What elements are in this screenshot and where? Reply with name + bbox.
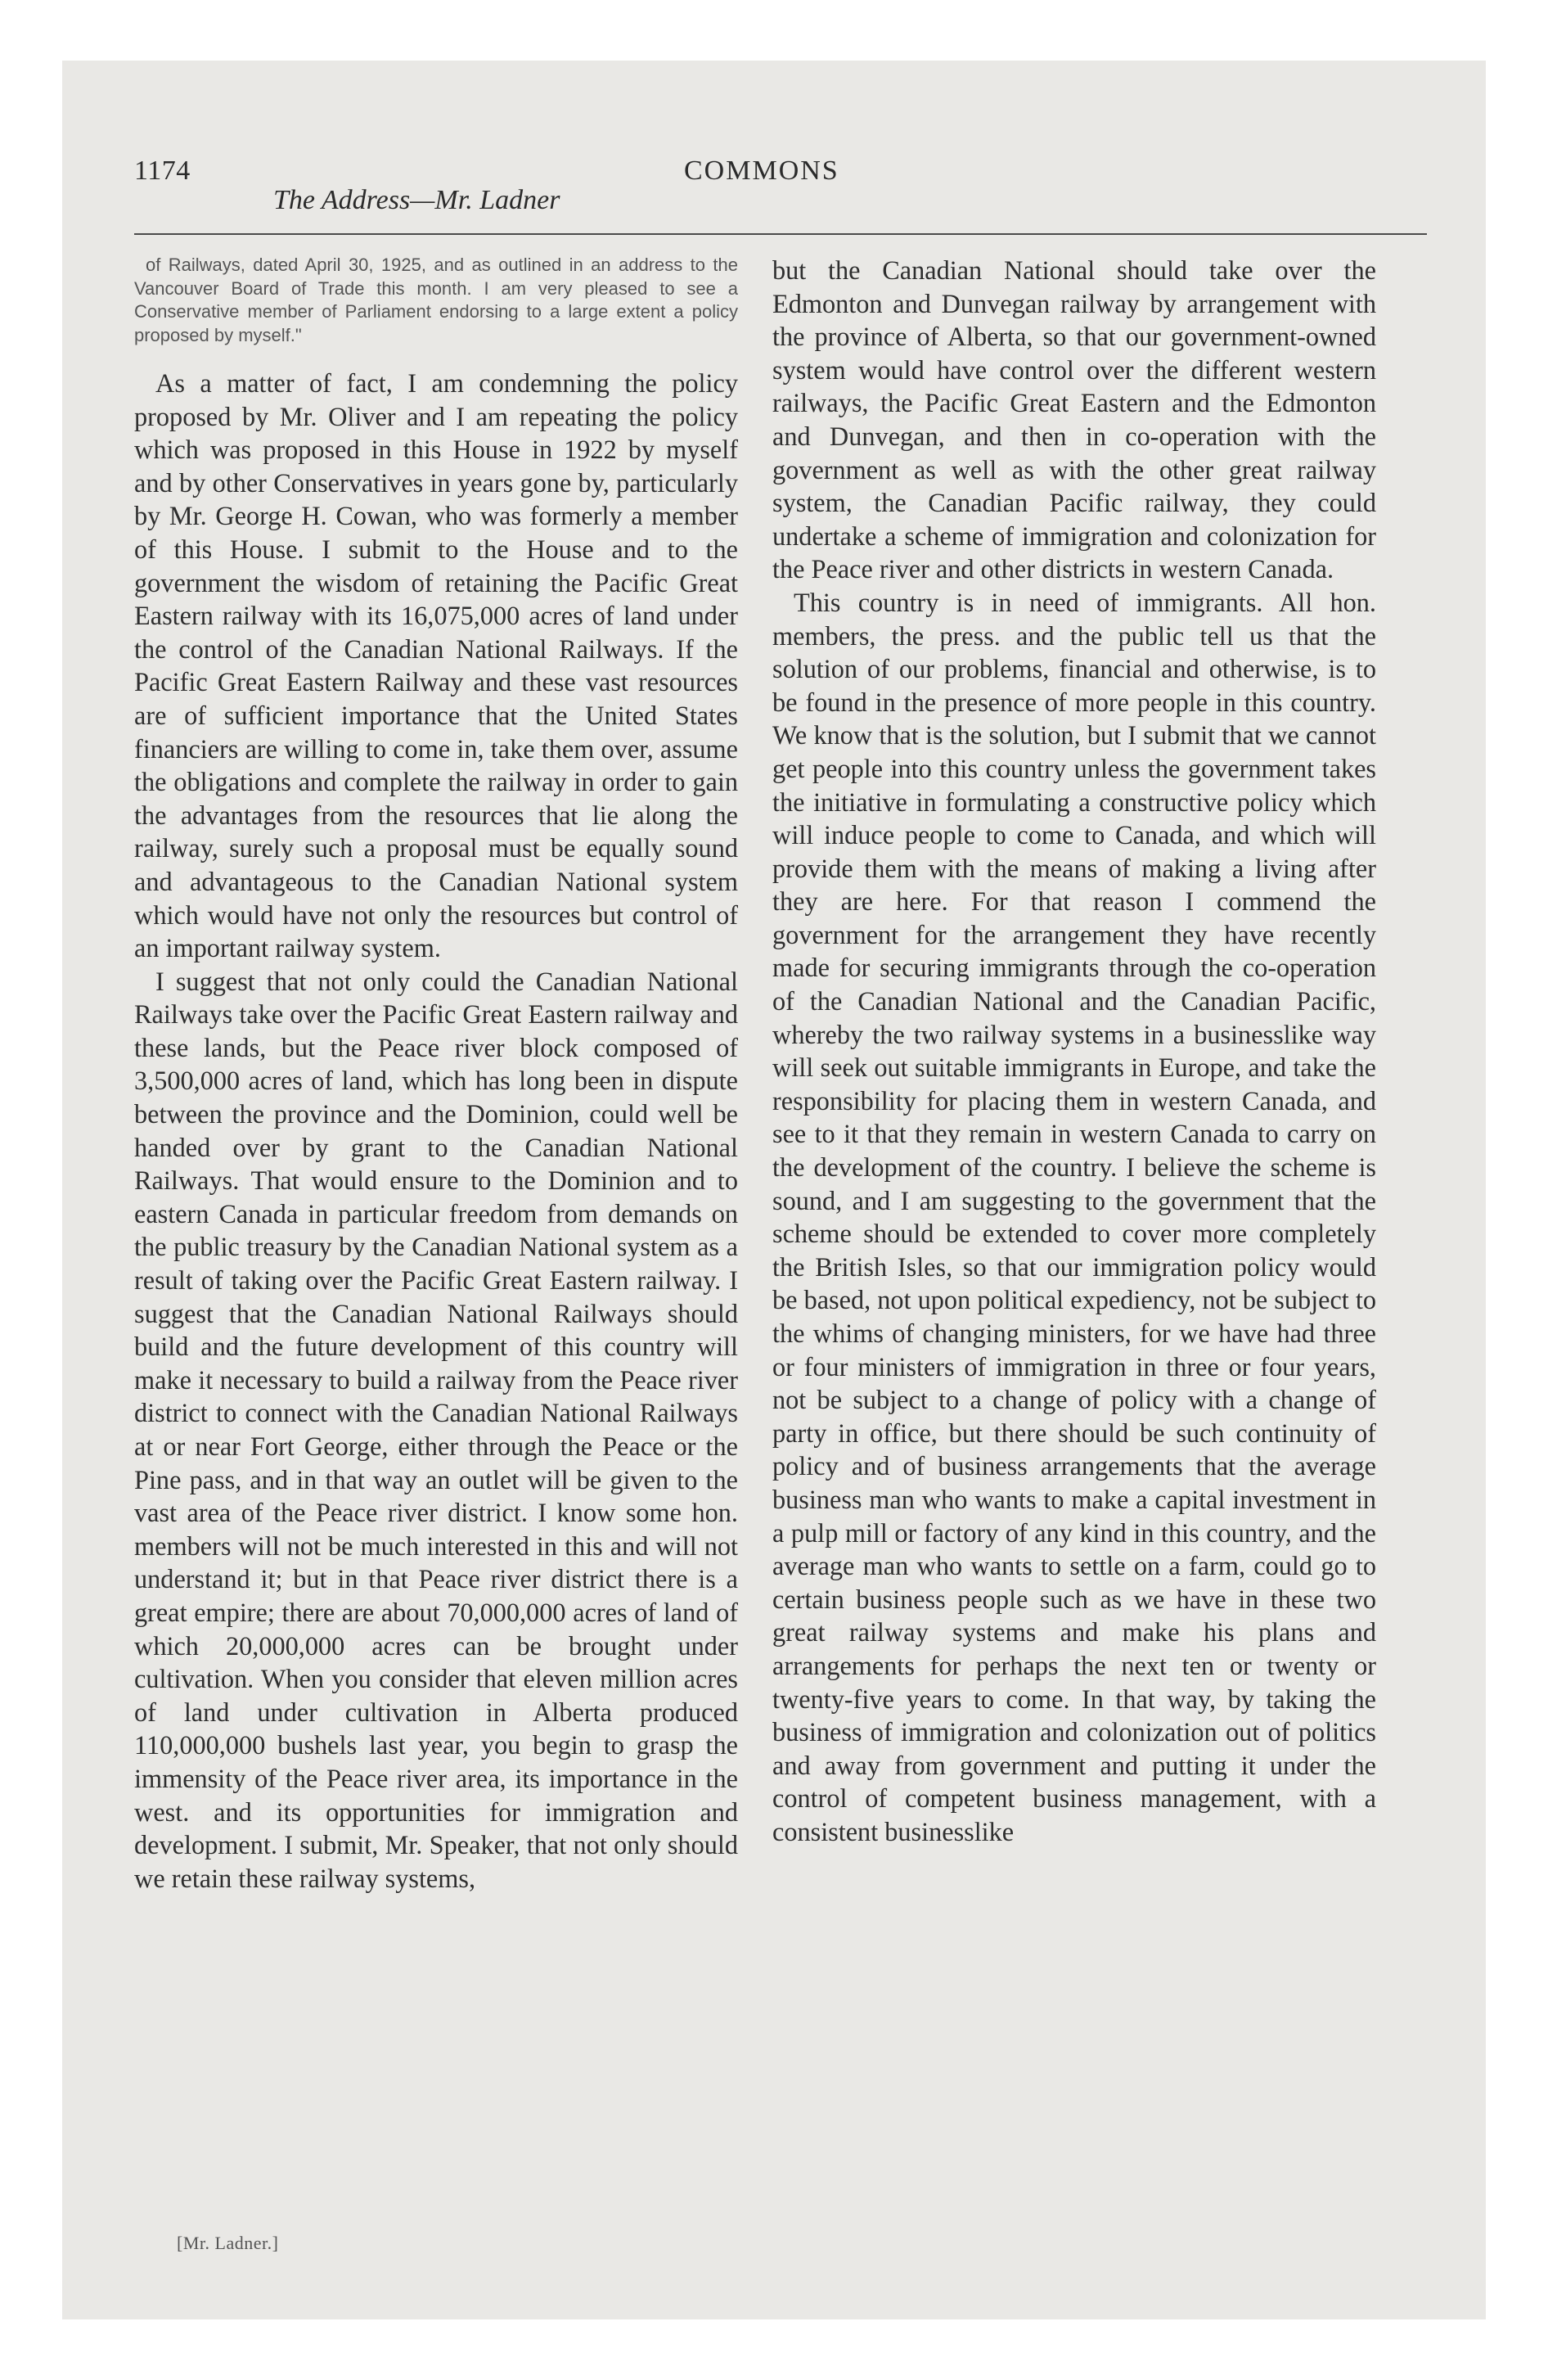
paragraph-right-1: but the Canadian National should take over the Edmonton and Dunvegan railway by arrangement with the province of Alberta, so that our government-owned system would have control over the different western railways, the Pacific Great Eastern and the Edmonton and Dunvegan, and then in co-operation with the government as well as with the other great railway system, the Canadian Pacific railway, they could undertake a scheme of immigration and colonization for the Peace river and other districts in western Canada.	[772, 255, 1376, 584]
left-column	[134, 254, 738, 1895]
paragraph-left-1: As a matter of fact, I am condemning the policy proposed by Mr. Oliver and I am repeating the policy which was proposed in this House in 1922 by myself and by other Conservatives in years gone by, particularly by Mr. George H. Cowan, who was formerly a member of this House. I submit to the House and to the government the wisdom of retaining the Pacific Great Eastern railway with its 16,075,000 acres of land under the control of the Canadian National Railways. If the Pacific Great Eastern Railway and these vast resources are of sufficient importance that the United States financiers are willing to come in, take them over, assume the obligations and complete the railway in order to gain the advantages from the resources that lie along the railway, surely such a proposal must be equally sound and advantageous to the Canadian National system which would have not only the resources but control of an important railway system.	[134, 368, 738, 963]
running-title: The Address—Mr. Ladner	[273, 185, 560, 215]
header-rule	[134, 233, 1427, 235]
section-title: COMMONS	[684, 156, 839, 186]
page-header	[62, 61, 1486, 224]
page-sheet	[62, 61, 1486, 2319]
right-column	[772, 254, 1376, 1849]
paragraph-right-2: This country is in need of immigrants. All hon. members, the press. and the public tell us that the solution of our problems, financial and otherwise, is to be found in the presence of more people in this country. We know that is the solution, but I submit that we cannot get people into this country unless the government takes the initiative in formulating a constructive policy which will induce people to come to Canada, and which will provide them with the means of making a living after they are here. For that reason I commend the government for the arrangement they have recently made for securing immigrants through the co-operation of the Canadian National and the Canadian Pacific, whereby the two railway systems in a businesslike way will seek out suitable immigrants in Europe, and take the responsibility for placing them in western Canada, and see to it that they remain in western Canada to carry on the development of the country. I believe the scheme is sound, and I am suggesting to the government that the scheme should be extended to cover more completely the British Isles, so that our immigration policy would be based, not upon political expediency, not be subject to the whims of changing ministers, for we have had three or four ministers of immigration in three or four years, not be subject to a change of policy with a change of party in office, but there should be such continuity of policy and of business arrangements that the average business man who wants to make a capital investment in a pulp mill or factory of any kind in this country, and the average man who wants to settle on a farm, could go to certain business people such as we have in these two great railway systems and make his plans and arrangements for perhaps the next ten or twenty or twenty-five years to come. In that way, by taking the business of immigration and colonization out of politics and away from government and putting it under the control of competent business management, with a consistent businesslike	[772, 587, 1376, 1846]
speaker-footer: [Mr. Ladner.]	[177, 2233, 279, 2253]
page-number: 1174	[134, 156, 191, 186]
quoted-passage: of Railways, dated April 30, 1925, and as outlined in an address to the Vancouver Board of Trade this month. I am very pleased to see a Conservative member of Parliament endorsing to a large extent a policy proposed by myself."	[134, 255, 738, 345]
paragraph-left-2: I suggest that not only could the Canadian National Railways take over the Pacific Great Eastern railway and these lands, but the Peace river block composed of 3,500,000 acres of land, which has long been in dispute between the province and the Dominion, could well be handed over by grant to the Canadian National Railways. That would ensure to the Dominion and to eastern Canada in particular freedom from demands on the public treasury by the Canadian National system as a result of taking over the Pacific Great Eastern railway. I suggest that the Canadian National Railways should build and the future development of this country will make it necessary to build a railway from the Peace river district to connect with the Canadian National Railways at or near Fort George, either through the Peace or the Pine pass, and in that way an outlet will be given to the vast area of the Peace river district. I know some hon. members will not be much interested in this and will not understand it; but in that Peace river district there is a great empire; there are about 70,000,000 acres of land of which 20,000,000 acres can be brought under cultivation. When you consider that eleven million acres of land under cultivation in Alberta produced 110,000,000 bushels last year, you begin to grasp the immensity of the Peace river area, its importance in the west. and its opportunities for immigration and development. I submit, Mr. Speaker, that not only should we retain these railway systems,	[134, 966, 738, 1893]
